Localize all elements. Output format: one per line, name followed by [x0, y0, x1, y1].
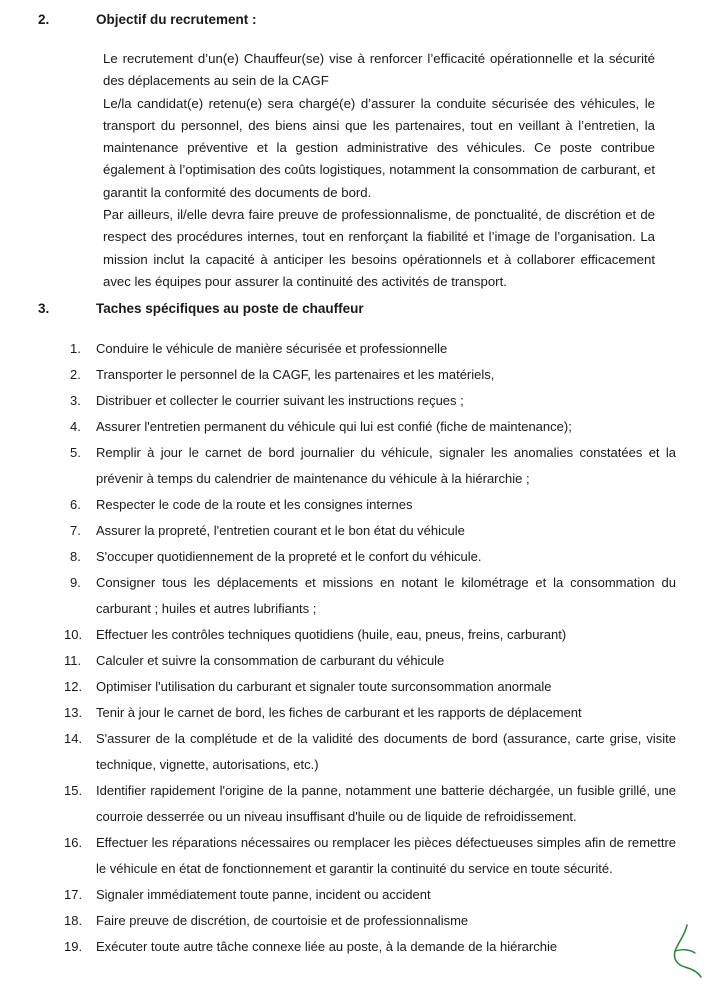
section-2-number: 2. — [38, 12, 50, 27]
task-number: 17. — [64, 887, 83, 902]
task-item — [0, 492, 676, 518]
task-number: 14. — [64, 731, 83, 746]
task-number: 4. — [70, 419, 81, 434]
section-3-number: 3. — [38, 301, 50, 316]
task-text: Faire preuve de discrétion, de courtoisie et de professionnalisme — [96, 913, 469, 928]
task-number: 8. — [70, 549, 81, 564]
task-text: Optimiser l'utilisation du carburant et signaler toute surconsommation anormale — [96, 679, 552, 694]
task-text: Identifier rapidement l'origine de la panne, notamment une batterie déchargée, un fusible grillé, une courroie desserrée ou un niveau insuffisant d'huile ou de liquide de refroidissement. — [96, 783, 676, 824]
task-item — [0, 570, 676, 622]
task-text: Effectuer les réparations nécessaires ou remplacer les pièces défectueuses simples afin de remettre le véhicule en état de fonctionnement et garantir la continuité du service en toute sécurité. — [96, 835, 676, 876]
task-item — [0, 440, 676, 492]
task-text: Signaler immédiatement toute panne, incident ou accident — [96, 887, 431, 902]
objective-text — [103, 48, 655, 293]
task-number: 10. — [64, 627, 83, 642]
task-number: 9. — [70, 575, 81, 590]
task-text: Calculer et suivre la consommation de carburant du véhicule — [96, 653, 445, 668]
task-text: Tenir à jour le carnet de bord, les fiches de carburant et les rapports de déplacement — [96, 705, 582, 720]
task-item — [0, 882, 676, 908]
task-text: S'occuper quotidiennement de la propreté et le confort du véhicule. — [96, 549, 482, 564]
task-number: 19. — [64, 939, 83, 954]
task-text: Effectuer les contrôles techniques quotidiens (huile, eau, pneus, freins, carburant) — [96, 627, 567, 642]
section-3-heading — [38, 300, 364, 318]
task-text: Assurer la propreté, l'entretien courant et le bon état du véhicule — [96, 523, 465, 538]
task-text: Conduire le véhicule de manière sécurisée et professionnelle — [96, 341, 448, 356]
task-number: 1. — [70, 341, 81, 356]
task-text: Transporter le personnel de la CAGF, les partenaires et les matériels, — [96, 367, 495, 382]
task-text: Exécuter toute autre tâche connexe liée au poste, à la demande de la hiérarchie — [96, 939, 558, 954]
task-number: 7. — [70, 523, 81, 538]
task-item — [0, 726, 676, 778]
task-item — [0, 674, 676, 700]
task-text: Assurer l'entretien permanent du véhicule qui lui est confié (fiche de maintenance); — [96, 419, 572, 434]
task-item — [0, 908, 676, 934]
task-number: 3. — [70, 393, 81, 408]
task-item — [0, 544, 676, 570]
task-item — [0, 388, 676, 414]
section-3-title: Taches spécifiques au poste de chauffeur — [96, 301, 364, 316]
task-item — [0, 622, 676, 648]
task-item — [0, 362, 676, 388]
task-number: 12. — [64, 679, 83, 694]
task-item — [0, 934, 676, 960]
handwritten-initial-mark — [665, 921, 705, 981]
task-item — [0, 700, 676, 726]
task-item — [0, 518, 676, 544]
task-text: Consigner tous les déplacements et missions en notant le kilométrage et la consommation du carburant ; huiles et autres lubrifiants ; — [96, 575, 676, 616]
task-number: 18. — [64, 913, 83, 928]
task-number: 5. — [70, 445, 81, 460]
objective-paragraph-2: Le/la candidat(e) retenu(e) sera chargé(e) d’assurer la conduite sécurisée des véhicules, le transport du personnel, des biens ainsi que les partenaires, tout en veillant à l’entretien, la maintenance préventive et la gestion administrative des véhicules. Ce poste contribue également à l’optimisation des coûts logistiques, notamment la consommation de carburant, et garantit la conformité des documents de bord. — [103, 95, 655, 200]
task-text: S'assurer de la complétude et de la validité des documents de bord (assurance, carte grise, visite technique, vignette, autorisations, etc.) — [96, 731, 676, 772]
task-list — [0, 336, 711, 960]
task-item — [0, 778, 676, 830]
task-number: 11. — [64, 653, 82, 668]
objective-paragraph-3: Par ailleurs, il/elle devra faire preuve de professionnalisme, de ponctualité, de discrétion et de respect des procédures internes, tout en renforçant la fiabilité et l’image de l’organisation. La mission inclut la capacité à anticiper les besoins opérationnels et à collaborer efficacement avec les équipes pour assurer la continuité des activités de transport. — [103, 207, 655, 289]
task-text: Distribuer et collecter le courrier suivant les instructions reçues ; — [96, 393, 464, 408]
task-text: Remplir à jour le carnet de bord journalier du véhicule, signaler les anomalies constatées et la prévenir à temps du calendrier de maintenance du véhicule à la hiérarchie ; — [96, 445, 676, 486]
section-2-title: Objectif du recrutement : — [96, 12, 257, 27]
task-number: 16. — [64, 835, 83, 850]
task-item — [0, 648, 676, 674]
task-item — [0, 830, 676, 882]
task-number: 6. — [70, 497, 81, 512]
section-2-heading — [38, 11, 257, 29]
task-number: 13. — [64, 705, 83, 720]
task-item — [0, 414, 676, 440]
task-text: Respecter le code de la route et les consignes internes — [96, 497, 413, 512]
objective-paragraph-1: Le recrutement d’un(e) Chauffeur(se) vise à renforcer l’efficacité opérationnelle et la sécurité des déplacements au sein de la CAGF — [103, 51, 655, 89]
task-number: 2. — [70, 367, 81, 382]
task-number: 15. — [64, 783, 83, 798]
task-item — [0, 336, 676, 362]
